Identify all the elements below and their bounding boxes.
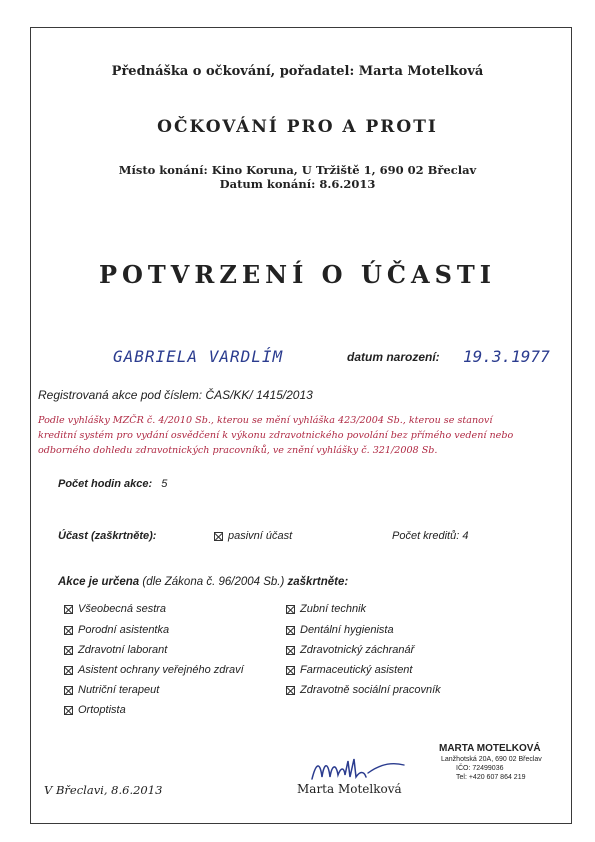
checkbox-checked-icon[interactable] xyxy=(64,706,73,715)
intended-label-b: (dle Zákona č. 96/2004 Sb.) xyxy=(142,576,285,588)
stamp-name: MARTA MOTELKOVÁ xyxy=(439,743,541,754)
hours-row xyxy=(58,478,167,490)
profession-item[interactable]: Zdravotnický záchranář xyxy=(286,644,414,656)
venue-line: Místo konání: Kino Koruna, U Tržiště 1, 690 02 Břeclav xyxy=(118,163,477,177)
participation-label: Účast (zaškrtněte): xyxy=(58,530,157,542)
legal-text-line-1: Podle vyhlášky MZČR č. 4/2010 Sb., kterou se mění vyhláška 423/2004 Sb., kterou se stanoví xyxy=(38,415,493,426)
checkbox-checked-icon[interactable] xyxy=(286,626,295,635)
intended-label-c: zaškrtněte: xyxy=(287,576,349,588)
signer-name: Marta Motelková xyxy=(297,782,402,796)
stamp-phone: Tel: +420 607 864 219 xyxy=(456,774,526,781)
participation-option-label: pasivní účast xyxy=(228,530,293,542)
profession-item[interactable]: Porodní asistentka xyxy=(64,624,169,636)
stamp-address: Lanžhotská 20A, 690 02 Břeclav xyxy=(441,756,542,763)
birth-date-value: 19.3.1977 xyxy=(463,347,550,366)
checkbox-checked-icon[interactable] xyxy=(286,605,295,614)
hours-label: Počet hodin akce: xyxy=(58,478,153,490)
course-title: OČKOVÁNÍ PRO A PROTI xyxy=(157,117,438,137)
profession-item[interactable]: Všeobecná sestra xyxy=(64,603,166,615)
checkbox-checked-icon[interactable] xyxy=(64,666,73,675)
profession-item[interactable]: Nutriční terapeut xyxy=(64,684,159,696)
legal-text-line-3: odborného dohledu zdravotnických pracovníků, ve znění vyhlášky č. 321/2008 Sb. xyxy=(38,445,438,456)
organizer-line: Přednáška o očkování, pořadatel: Marta Motelková xyxy=(111,64,484,79)
profession-item[interactable]: Zdravotně sociální pracovník xyxy=(286,684,441,696)
profession-item[interactable]: Zdravotní laborant xyxy=(64,644,167,656)
certificate-title: POTVRZENÍ O ÚČASTI xyxy=(98,260,497,289)
checkbox-checked-icon[interactable] xyxy=(286,686,295,695)
profession-item[interactable]: Asistent ochrany veřejného zdraví xyxy=(64,664,244,676)
participant-name: GABRIELA VARDLÍM xyxy=(113,347,284,366)
checkbox-checked-icon[interactable] xyxy=(286,646,295,655)
checkbox-checked-icon[interactable] xyxy=(64,686,73,695)
checkbox-checked-icon[interactable] xyxy=(64,626,73,635)
birth-date-label: datum narození: xyxy=(347,350,440,364)
checkbox-checked-icon[interactable] xyxy=(214,532,223,541)
profession-item[interactable]: Ortoptista xyxy=(64,704,126,716)
legal-text-line-2: kreditní systém pro vydání osvědčení k výkonu zdravotnického povolání bez přímého vedení nebo xyxy=(38,430,514,441)
event-date-line: Datum konání: 8.6.2013 xyxy=(219,177,376,191)
profession-item[interactable]: Farmaceutický asistent xyxy=(286,664,412,676)
checkbox-checked-icon[interactable] xyxy=(286,666,295,675)
intended-label-a: Akce je určena xyxy=(58,576,140,588)
registration-number: Registrovaná akce pod číslem: ČAS/KK/ 1415/2013 xyxy=(38,388,313,402)
checkbox-checked-icon[interactable] xyxy=(64,646,73,655)
stamp-ico: IČO: 72499036 xyxy=(456,765,504,772)
profession-item[interactable]: Zubní technik xyxy=(286,603,366,615)
intended-for-heading xyxy=(58,576,348,588)
hours-value: 5 xyxy=(161,478,168,490)
credits-count: Počet kreditů: 4 xyxy=(392,530,469,542)
participation-option[interactable] xyxy=(214,530,292,542)
profession-item[interactable]: Dentální hygienista xyxy=(286,624,394,636)
place-and-date: V Břeclavi, 8.6.2013 xyxy=(44,783,163,797)
checkbox-checked-icon[interactable] xyxy=(64,605,73,614)
